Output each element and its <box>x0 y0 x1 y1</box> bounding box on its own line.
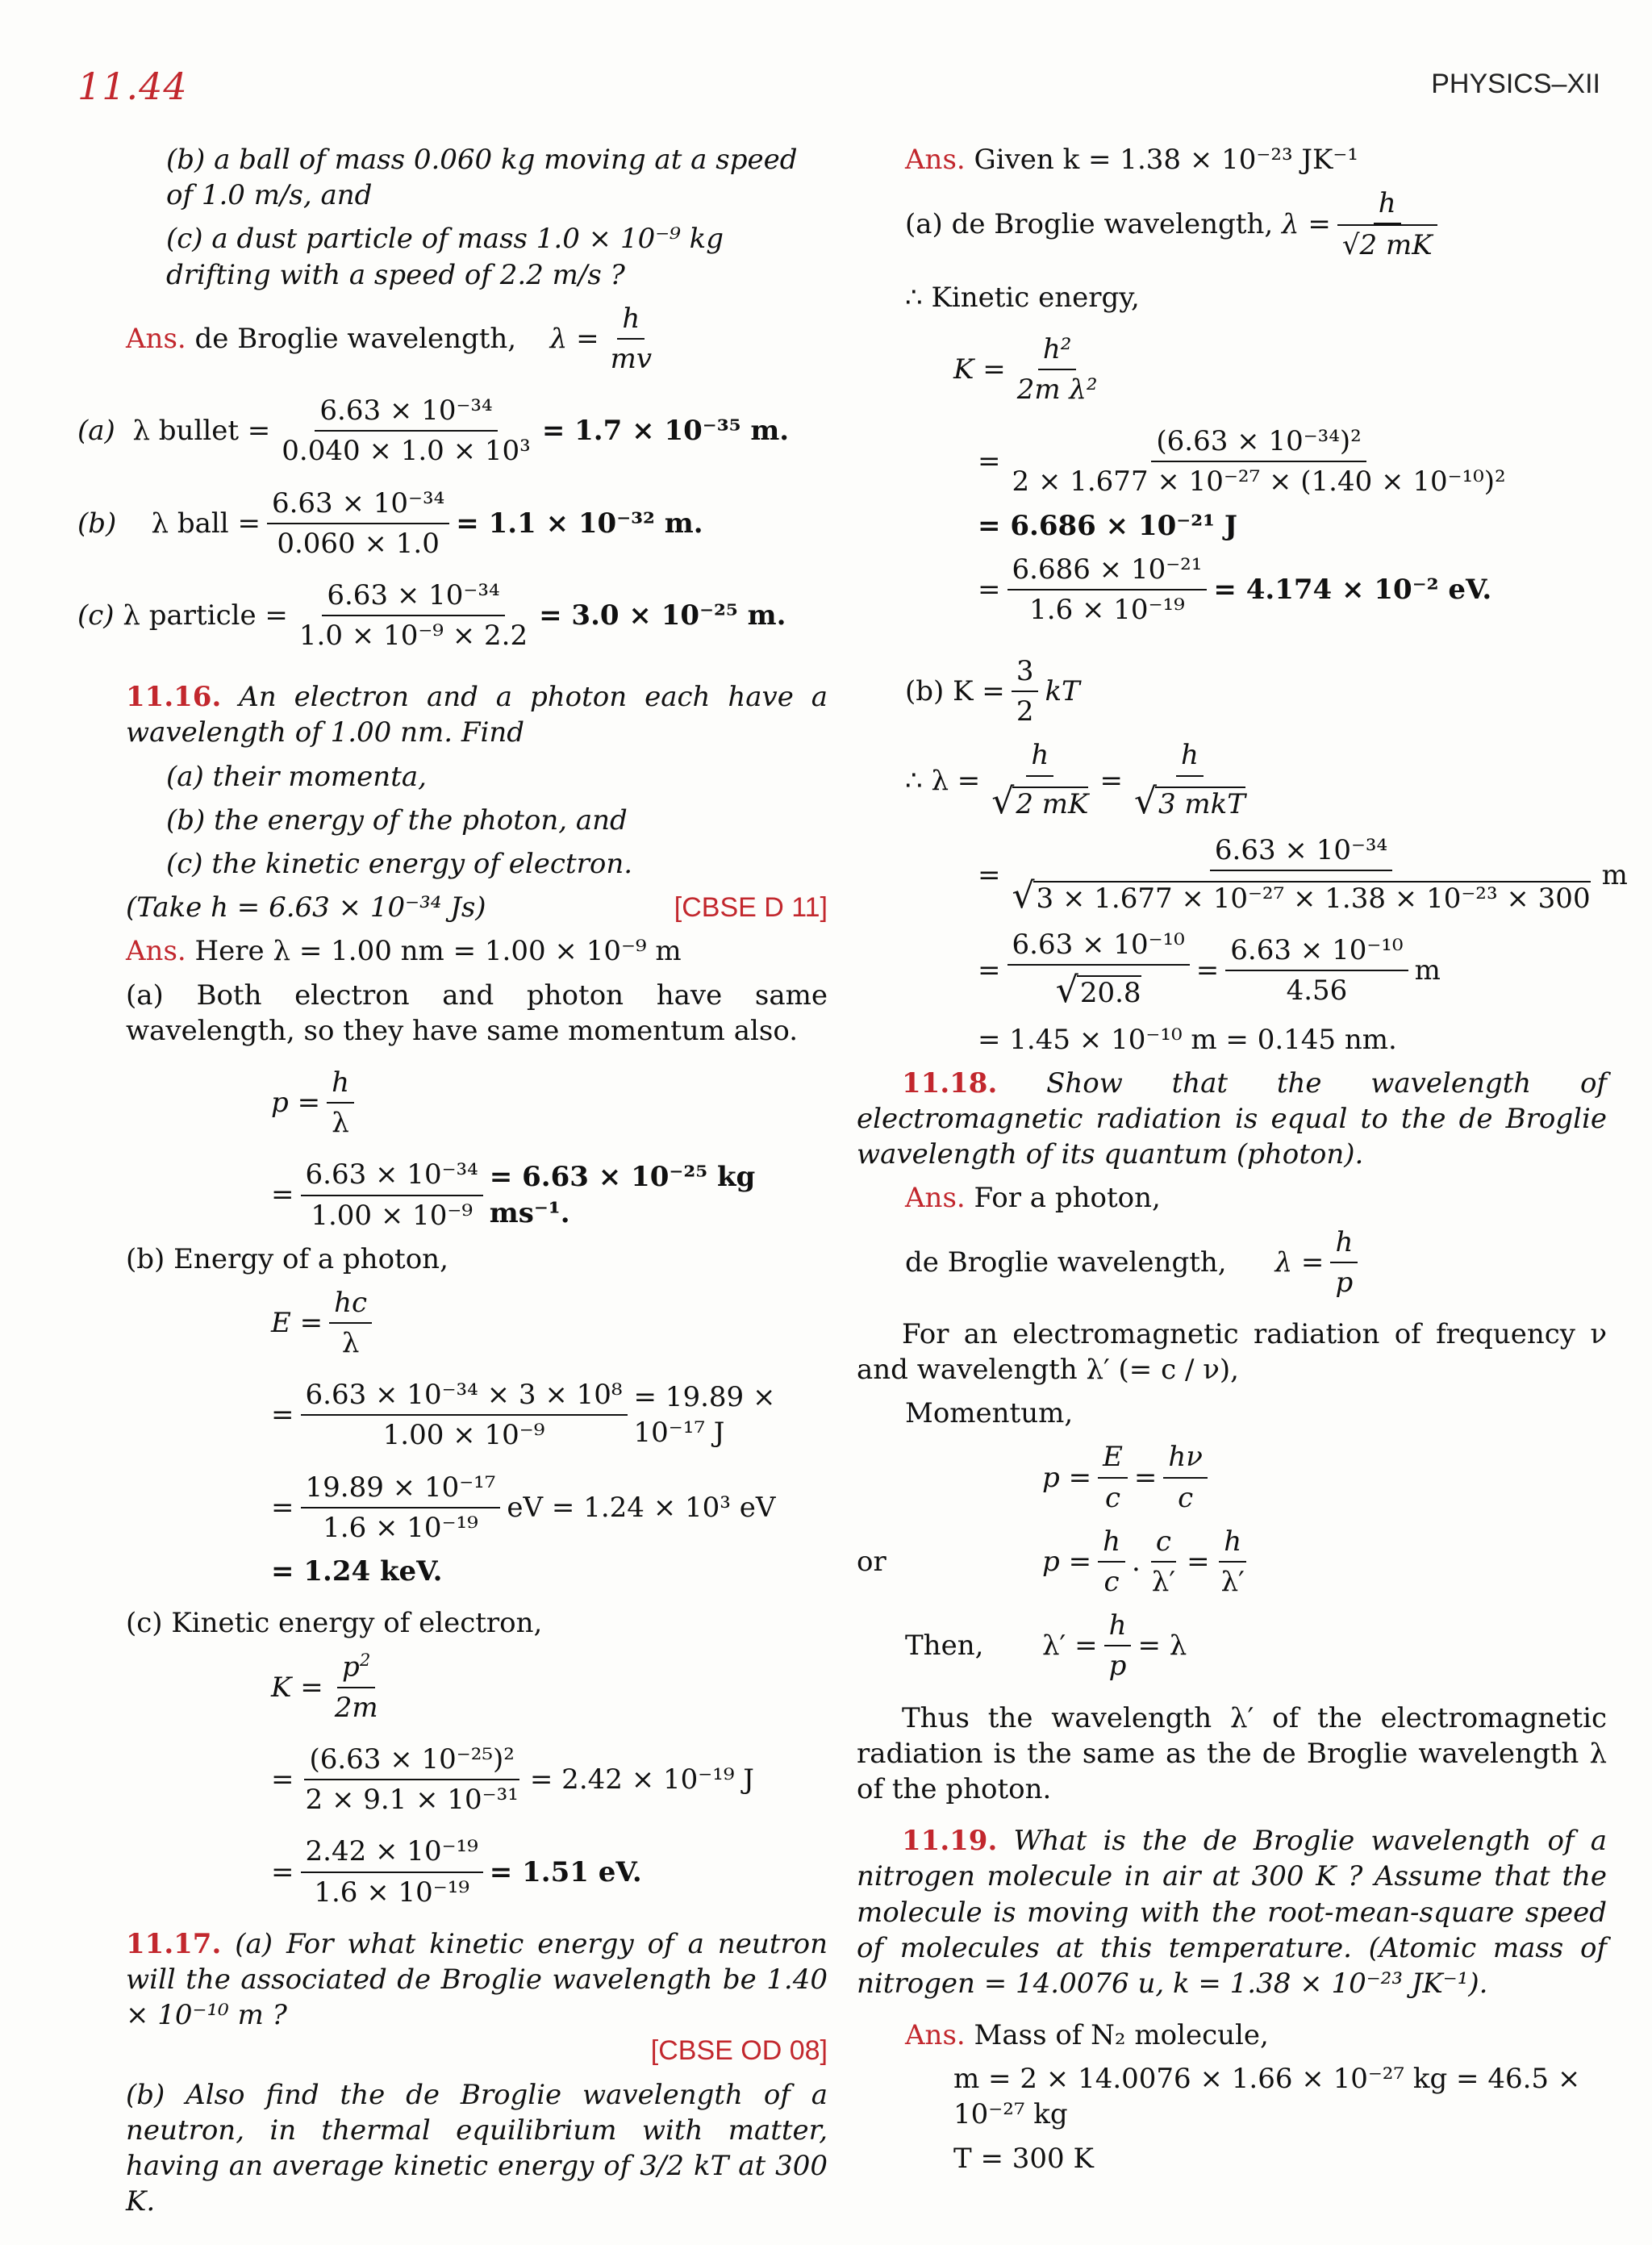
answer-text: Mass of N₂ molecule, <box>974 2019 1269 2052</box>
question-17 <box>77 1926 828 2034</box>
fraction: $\frac{hc}{\lambda}$ <box>329 1285 372 1361</box>
equation-line: K = $\frac{\text{h²}}{\text{2m λ²}}$ <box>857 332 1607 407</box>
eq-label: (b) <box>77 507 117 540</box>
fraction: $\frac{E}{c}$ <box>1098 1439 1128 1515</box>
eq-result: = 4.174 × 10⁻² eV. <box>1213 573 1492 606</box>
equation-line: p = $\frac{E}{c}$ = $\frac{h\nu}{c}$ <box>857 1439 1607 1515</box>
eq-result: = 1.45 × 10⁻¹⁰ m = 0.145 nm. <box>978 1023 1397 1056</box>
fraction: $\frac{h}{√2 mK}$ <box>991 739 1089 822</box>
answer-text: (a) de Broglie wavelength, <box>905 208 1274 241</box>
equation-line: = $\frac{\text{6.686 × 10⁻²¹}}{\text{1.6 × 10⁻¹⁹}}$ = 4.174 × 10⁻² eV. <box>857 552 1607 628</box>
fraction: $\frac{h}{\text{√3 mkT}}$ <box>1133 739 1245 822</box>
answer-text: ∴ Kinetic energy, <box>905 281 1140 314</box>
equation-line: ∴ λ = $\frac{h}{√2 mK}$ = $\frac{h}{\text{√3 mkT}}$ <box>857 737 1607 824</box>
ans-label: Ans. <box>126 935 186 968</box>
fraction: $\frac{h}{mv}$ <box>610 302 653 375</box>
question-text: (b) Also find the de Broglie wavelength of a neutron, in thermal equilibrium with matter, having an average kinetic energy of 3/2 kT at 300 K. <box>126 2078 828 2218</box>
fraction: $\frac{3}{2}$ <box>1012 653 1039 729</box>
eq-result: = 3.0 × 10⁻²⁵ m. <box>539 599 786 632</box>
left-column <box>77 142 828 2219</box>
fraction: $\frac{p^2}{2m}$ <box>334 1650 378 1724</box>
answer-paragraph: For an electromagnetic radiation of frequency ν and wavelength λ′ (= c / ν), <box>857 1317 1607 1387</box>
equation-line: (a) de Broglie wavelength, λ = $\frac{h}{√2 mK}$ <box>857 186 1607 263</box>
equation-line: Then, λ′ = $\frac{h}{p}$ = λ <box>857 1608 1607 1684</box>
fraction: $\frac{h}{c}$ <box>1098 1524 1125 1600</box>
fraction: $\frac{\text{6.63 × 10⁻³⁴ × 3 × 10⁸}}{\text{1.00 × 10⁻⁹}}$ <box>301 1377 628 1453</box>
eq-result: = 1.7 × 10⁻³⁵ m. <box>541 415 790 448</box>
question-text: Show that the wavelength of electromagnetic radiation is equal to the de Broglie wavelength of its quantum (photon). <box>857 1066 1607 1171</box>
question-number: 11.16. <box>126 681 222 714</box>
question-text: An electron and a photon each have a wavelength of 1.00 nm. Find <box>126 681 828 749</box>
fraction: $\frac{\text{(6.63 × 10⁻³⁴)²}}{\text{2 × 1.677 × 10⁻²⁷ × (1.40 × 10⁻¹⁰)²}}$ <box>1012 425 1506 499</box>
eq-lhs: λ particle = <box>123 599 288 632</box>
fraction: $\frac{h}{p}$ <box>1330 1225 1358 1300</box>
given-constant: (Take h = 6.63 × 10⁻³⁴ Js) <box>126 891 486 924</box>
fraction: $\frac{\text{6.63 × 10⁻³⁴}}{\text{1.00 × 10⁻⁹}}$ <box>301 1157 483 1233</box>
answer-text: Momentum, <box>905 1397 1074 1430</box>
answer-paragraph: (a) Both electron and photon have same wavelength, so they have same momentum also. <box>126 979 828 1047</box>
equation-line: p = $\frac{h}{\lambda}$ <box>77 1065 828 1141</box>
answer-line: Ans. Given k = 1.38 × 10⁻²³ JK⁻¹ <box>905 144 1358 176</box>
fraction: $\frac{h}{\lambda'}$ <box>1216 1524 1249 1600</box>
fraction: $\frac{h}{\lambda}$ <box>327 1065 354 1141</box>
eq-result: eV = 1.24 × 10³ eV <box>507 1491 776 1524</box>
equation-line: = $\frac{\text{6.63 × 10⁻³⁴}}{\text{1.00 × 10⁻⁹}}$ = 6.63 × 10⁻²⁵ kg ms⁻¹. <box>77 1157 828 1233</box>
question-number: 11.17. <box>126 1927 222 1960</box>
equation-line: = $\frac{\text{19.89 × 10⁻¹⁷}}{\text{1.6 × 10⁻¹⁹}}$ eV = 1.24 × 10³ eV <box>77 1470 828 1546</box>
question-part: (b) the energy of the photon, and <box>166 803 628 837</box>
fraction: $\frac{\text{6.63 × 10⁻¹⁰}}{4.56}$ <box>1225 933 1408 1008</box>
equation-line <box>77 486 828 561</box>
eq-label: (c) <box>77 599 115 632</box>
answer-text: For a photon, <box>974 1182 1161 1215</box>
answer-text: Given k = 1.38 × 10⁻²³ JK⁻¹ <box>974 144 1358 176</box>
equation-line: E = $\frac{hc}{\lambda}$ <box>77 1285 828 1361</box>
equation-line: or p = $\frac{h}{c}$ . $\frac{c}{\lambda'}$ = $\frac{h}{\lambda'}$ <box>857 1524 1607 1600</box>
eq-result: = 19.89 × 10⁻¹⁷ J <box>633 1381 776 1450</box>
equation-line: T = 300 K <box>953 2142 1094 2175</box>
fraction: $\frac{h}{√2 mK}$ <box>1337 186 1437 263</box>
equation-line: m = 2 × 14.0076 × 1.66 × 10⁻²⁷ kg = 46.5 × 10⁻²⁷ kg <box>953 2063 1581 2131</box>
equation-line: = $\frac{\text{6.63 × 10⁻³⁴}}{\text{√3 × 1.677 × 10⁻²⁷ × 1.38 × 10⁻²³ × 300}}$ m <box>857 832 1607 919</box>
fraction: $\frac{\text{6.63 × 10⁻³⁴}}{0.060 \times 1.0}$ <box>267 486 449 561</box>
fraction: $\frac{\text{(6.63 × 10⁻²⁵)²}}{\text{2 × 9.1 × 10⁻³¹}}$ <box>305 1743 519 1817</box>
right-column <box>857 142 1628 2176</box>
question-part: (c) the kinetic energy of electron. <box>166 848 633 880</box>
equation-line: K = $\frac{p^2}{2m}$ <box>77 1649 828 1725</box>
fraction: $\frac{\text{6.63 × 10⁻³⁴}}{\text{0.040 × 1.0 × 10³}}$ <box>282 394 531 468</box>
equation-line: = $\frac{\text{(6.63 × 10⁻³⁴)²}}{\text{2 × 1.677 × 10⁻²⁷ × (1.40 × 10⁻¹⁰)²}}$ <box>857 424 1607 499</box>
fraction: $\frac{\text{6.63 × 10⁻¹⁰}}{√20.8}$ <box>1007 927 1190 1013</box>
equation-line: = $\frac{\text{6.63 × 10⁻¹⁰}}{√20.8}$ = $\frac{\text{6.63 × 10⁻¹⁰}}{4.56}$ m <box>857 927 1607 1013</box>
question-18 <box>857 1066 1607 1173</box>
take-line <box>77 890 828 925</box>
equation-line: = $\frac{\text{6.63 × 10⁻³⁴ × 3 × 10⁸}}{\text{1.00 × 10⁻⁹}}$ = 19.89 × 10⁻¹⁷ J <box>77 1377 828 1453</box>
page-number: 11.44 <box>77 65 188 108</box>
equation-line: = $\frac{\text{2.42 × 10⁻¹⁹}}{\text{1.6 × 10⁻¹⁹}}$ = 1.51 eV. <box>77 1834 828 1909</box>
eq-result: = 1.51 eV. <box>489 1855 642 1888</box>
answer-text: de Broglie wavelength, <box>905 1246 1227 1279</box>
question-16 <box>77 679 828 750</box>
fraction: $\frac{h\nu}{c}$ <box>1163 1439 1208 1515</box>
fraction: $\frac{\text{6.63 × 10⁻³⁴}}{\text{1.0 × 10⁻⁹ × 2.2}}$ <box>298 578 528 653</box>
equation-line <box>77 393 828 469</box>
eq-result: = 6.63 × 10⁻²⁵ kg ms⁻¹. <box>489 1161 756 1229</box>
equation-line: (b) K = $\frac{3}{2}$ kT <box>857 653 1607 729</box>
ans-label: Ans. <box>126 322 186 355</box>
eq-result: = 2.42 × 10⁻¹⁹ J <box>529 1763 754 1796</box>
question-19 <box>857 1823 1607 2001</box>
question-part: (b) a ball of mass 0.060 kg moving at a speed of 1.0 m/s, and <box>166 144 798 212</box>
eq-result: = 1.1 × 10⁻³² m. <box>456 507 703 540</box>
eq-lhs: λ bullet = <box>132 415 271 448</box>
board-reference: [CBSE D 11] <box>674 892 828 924</box>
fraction: $\frac{\text{19.89 × 10⁻¹⁷}}{\text{1.6 × 10⁻¹⁹}}$ <box>301 1470 501 1546</box>
answer-text: (c) Kinetic energy of electron, <box>126 1607 543 1640</box>
answer-text: (b) Energy of a photon, <box>126 1242 448 1275</box>
answer-line <box>77 933 828 969</box>
answer-paragraph: Thus the wavelength λ′ of the electromagnetic radiation is the same as the de Broglie wavelength λ of the photon. <box>857 1701 1607 1805</box>
answer-line: Ans. For a photon, <box>905 1182 1161 1215</box>
fraction: $\frac{\text{6.686 × 10⁻²¹}}{\text{1.6 × 10⁻¹⁹}}$ <box>1007 552 1208 628</box>
eq-result: = 6.686 × 10⁻²¹ J <box>978 509 1237 542</box>
board-reference: [CBSE OD 08] <box>650 2035 828 2067</box>
question-number: 11.19. <box>902 1825 998 1858</box>
fraction: $\frac{h}{p}$ <box>1104 1608 1132 1684</box>
question-number: 11.18. <box>902 1066 998 1100</box>
eq-result: = 1.24 keV. <box>271 1555 443 1588</box>
equation-line: = $\frac{\text{(6.63 × 10⁻²⁵)²}}{\text{2 × 9.1 × 10⁻³¹}}$ = 2.42 × 10⁻¹⁹ J <box>77 1742 828 1817</box>
answer-line: Ans. de Broglie wavelength, λ = $\frac{h}{mv}$ <box>77 301 828 377</box>
answer-text: de Broglie wavelength, <box>194 322 517 355</box>
answer-text: Here λ = 1.00 nm = 1.00 × 10⁻⁹ m <box>194 935 682 968</box>
fraction: $\frac{c}{\lambda'}$ <box>1151 1525 1176 1598</box>
fraction: $\frac{\text{2.42 × 10⁻¹⁹}}{\text{1.6 × 10⁻¹⁹}}$ <box>301 1834 483 1909</box>
answer-line: Ans. Mass of N₂ molecule, <box>905 2019 1269 2052</box>
eq-label: (a) <box>77 415 115 448</box>
equation-line <box>77 578 828 653</box>
fraction: $\frac{\text{6.63 × 10⁻³⁴}}{\text{√3 × 1.677 × 10⁻²⁷ × 1.38 × 10⁻²³ × 300}}$ <box>1012 833 1591 916</box>
book-title: PHYSICS–XII <box>1431 69 1600 99</box>
question-part: (c) a dust particle of mass 1.0 × 10⁻⁹ kg drifting with a speed of 2.2 m/s ? <box>166 223 724 291</box>
eq-lhs: λ ball = <box>151 507 261 540</box>
fraction: $\frac{\text{h²}}{\text{2m λ²}}$ <box>1016 332 1098 406</box>
equation-line: de Broglie wavelength, λ = $\frac{h}{p}$ <box>857 1225 1607 1300</box>
question-text: (a) For what kinetic energy of a neutron will the associated de Broglie wavelength be 1.40 × 10⁻¹⁰ m ? <box>126 1927 828 2032</box>
question-part: (a) their momenta, <box>166 760 427 793</box>
question-text: What is the de Broglie wavelength of a nitrogen molecule in air at 300 K ? Assume that the molecule is moving with the root-mean-square speed of molecules at this temperature. (Atomic mass of nitrogen = 14.0076 u, k = 1.38 × 10⁻²³ JK⁻¹). <box>857 1825 1608 2000</box>
